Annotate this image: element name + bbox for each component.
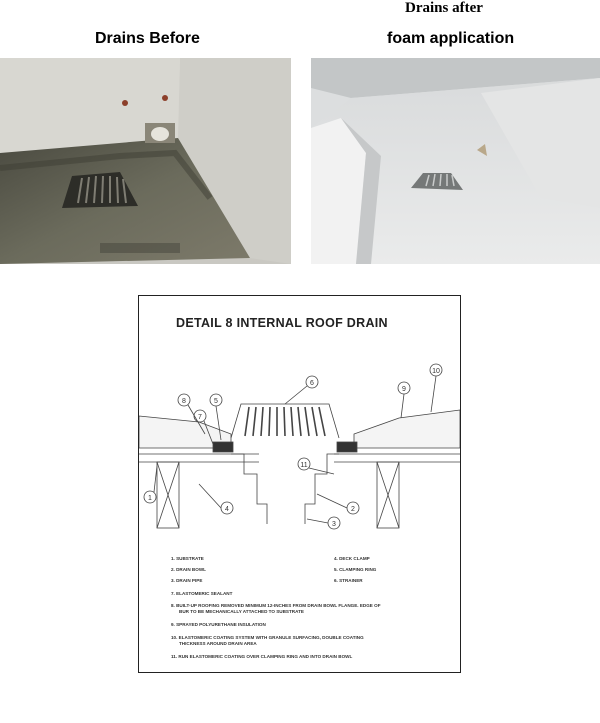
after-heading-line2: foam application xyxy=(387,30,515,47)
legend-item-3: 3. DRAIN PIPE xyxy=(171,578,203,583)
before-heading: Drains Before xyxy=(95,30,200,47)
photo-drains-after xyxy=(311,58,600,264)
drain-section-drawing xyxy=(139,354,460,544)
callout-5: 5 xyxy=(214,398,218,405)
callout-11: 11 xyxy=(300,462,308,469)
callout-9: 9 xyxy=(402,386,406,393)
callout-10: 10 xyxy=(432,368,440,375)
legend-item-2: 2. DRAIN BOWL xyxy=(171,567,206,572)
callout-6: 6 xyxy=(310,380,314,387)
legend-item-9: 9. SPRAYED POLYURETHANE INSULATION xyxy=(171,622,266,627)
callout-4: 4 xyxy=(225,506,229,513)
roof-drain-detail-sheet xyxy=(138,295,461,673)
callout-7: 7 xyxy=(198,414,202,421)
legend-item-8: 8. BUILT-UP ROOFING REMOVED MINIMUM 12-INCHES FROM DRAIN BOWL FLANGE. EDGE OF xyxy=(171,603,381,608)
legend-item-4: 4. DECK CLAMP xyxy=(334,556,370,561)
legend-item-7: 7. ELASTOMERIC SEALANT xyxy=(171,591,233,596)
detail-title: DETAIL 8 INTERNAL ROOF DRAIN xyxy=(176,316,388,330)
callout-3: 3 xyxy=(332,521,336,528)
photo-drains-before xyxy=(0,58,291,264)
callout-2: 2 xyxy=(351,506,355,513)
legend-item-1: 1. SUBSTRATE xyxy=(171,556,204,561)
legend-item-11: 11. RUN ELASTOMERIC COATING OVER CLAMPING RING AND INTO DRAIN BOWL xyxy=(171,654,353,659)
legend-item-10: 10. ELASTOMERIC COATING SYSTEM WITH GRANULE SURFACING, DOUBLE COATING xyxy=(171,635,364,640)
legend-item-10-cont: THICKNESS AROUND DRAIN AREA xyxy=(179,641,257,646)
legend-item-8-cont: BUR TO BE MECHANICALLY ATTACHED TO SUBSTRATE xyxy=(179,609,304,614)
callout-1: 1 xyxy=(148,495,152,502)
legend-item-5: 5. CLAMPING RING xyxy=(334,567,377,572)
legend-item-6: 6. STRAINER xyxy=(334,578,363,583)
callout-8: 8 xyxy=(182,398,186,405)
after-heading-line1: Drains after xyxy=(405,0,483,16)
